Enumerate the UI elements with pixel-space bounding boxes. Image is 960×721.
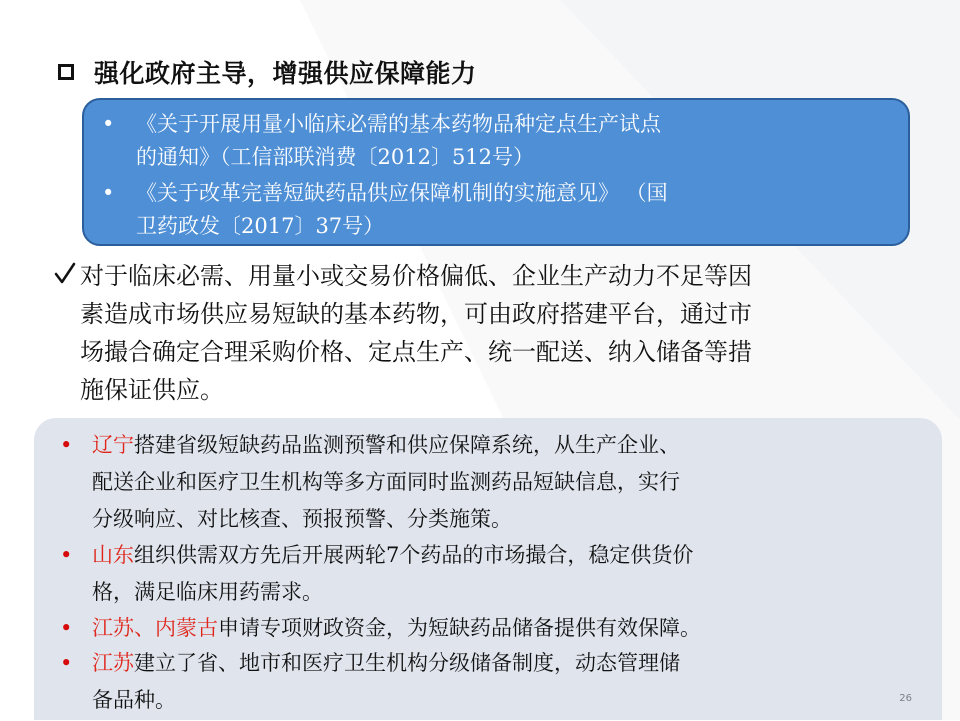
policy-text-line: 《关于改革完善短缺药品供应保障机制的实施意见》 （国 <box>136 181 668 205</box>
example-text: 组织供需双方先后开展两轮7个药品的市场撮合，稳定供货价 <box>134 543 694 567</box>
policy-text-line: 卫药政发〔2017〕37号） <box>136 214 385 238</box>
square-bullet-icon <box>58 64 74 80</box>
checked-paragraph <box>52 258 912 410</box>
example-line <box>92 646 680 680</box>
example-line <box>92 538 693 572</box>
page-number: 26 <box>899 693 912 704</box>
example-line <box>92 611 701 645</box>
province-name: 山东 <box>92 543 134 567</box>
checkmark-icon <box>52 258 80 290</box>
page-title: 强化政府主导，增强供应保障能力 <box>94 59 477 88</box>
red-bullet-icon: • <box>60 616 73 640</box>
province-name: 江苏 <box>92 651 134 675</box>
paragraph-line: 场撮合确定合理采购价格、定点生产、统一配送、纳入储备等措 <box>80 338 752 366</box>
example-item-liaoning <box>60 428 920 538</box>
policy-text-line: 《关于开展用量小临床必需的基本药物品种定点生产试点 <box>136 112 661 136</box>
paragraph-line: 对于临床必需、用量小或交易价格偏低、企业生产动力不足等因 <box>80 262 752 290</box>
example-item-shandong <box>60 538 920 613</box>
example-text: 申请专项财政资金，为短缺药品储备提供有效保障。 <box>218 616 701 640</box>
bullet-icon: • <box>102 181 115 205</box>
provincial-examples-box <box>34 418 942 720</box>
province-name: 江苏、内蒙古 <box>92 616 218 640</box>
example-line: 分级响应、对比核查、预报预警、分类施策。 <box>92 507 512 531</box>
example-line: 格，满足临床用药需求。 <box>92 580 323 604</box>
red-bullet-icon: • <box>60 543 73 567</box>
examples-list <box>34 418 942 720</box>
example-text: 搭建省级短缺药品监测预警和供应保障系统，从生产企业、 <box>134 433 680 457</box>
example-line: 备品种。 <box>92 688 176 712</box>
example-item-jiangsu <box>60 646 920 721</box>
province-name: 辽宁 <box>92 433 134 457</box>
paragraph-line: 素造成市场供应易短缺的基本药物，可由政府搭建平台，通过市 <box>80 300 752 328</box>
red-bullet-icon: • <box>60 433 73 457</box>
section-heading <box>58 52 878 92</box>
example-line <box>92 428 680 462</box>
bullet-icon: • <box>102 112 115 136</box>
policy-reference-box <box>82 98 910 246</box>
example-item-jiangsu-neimenggu <box>60 611 920 651</box>
example-line: 配送企业和医疗卫生机构等多方面同时监测药品短缺信息，实行 <box>92 470 680 494</box>
paragraph-line: 施保证供应。 <box>80 376 224 404</box>
red-bullet-icon: • <box>60 651 73 675</box>
policy-text-line: 的通知》（工信部联消费〔2012〕512号） <box>136 145 535 169</box>
example-text: 建立了省、地市和医疗卫生机构分级储备制度，动态管理储 <box>134 651 680 675</box>
